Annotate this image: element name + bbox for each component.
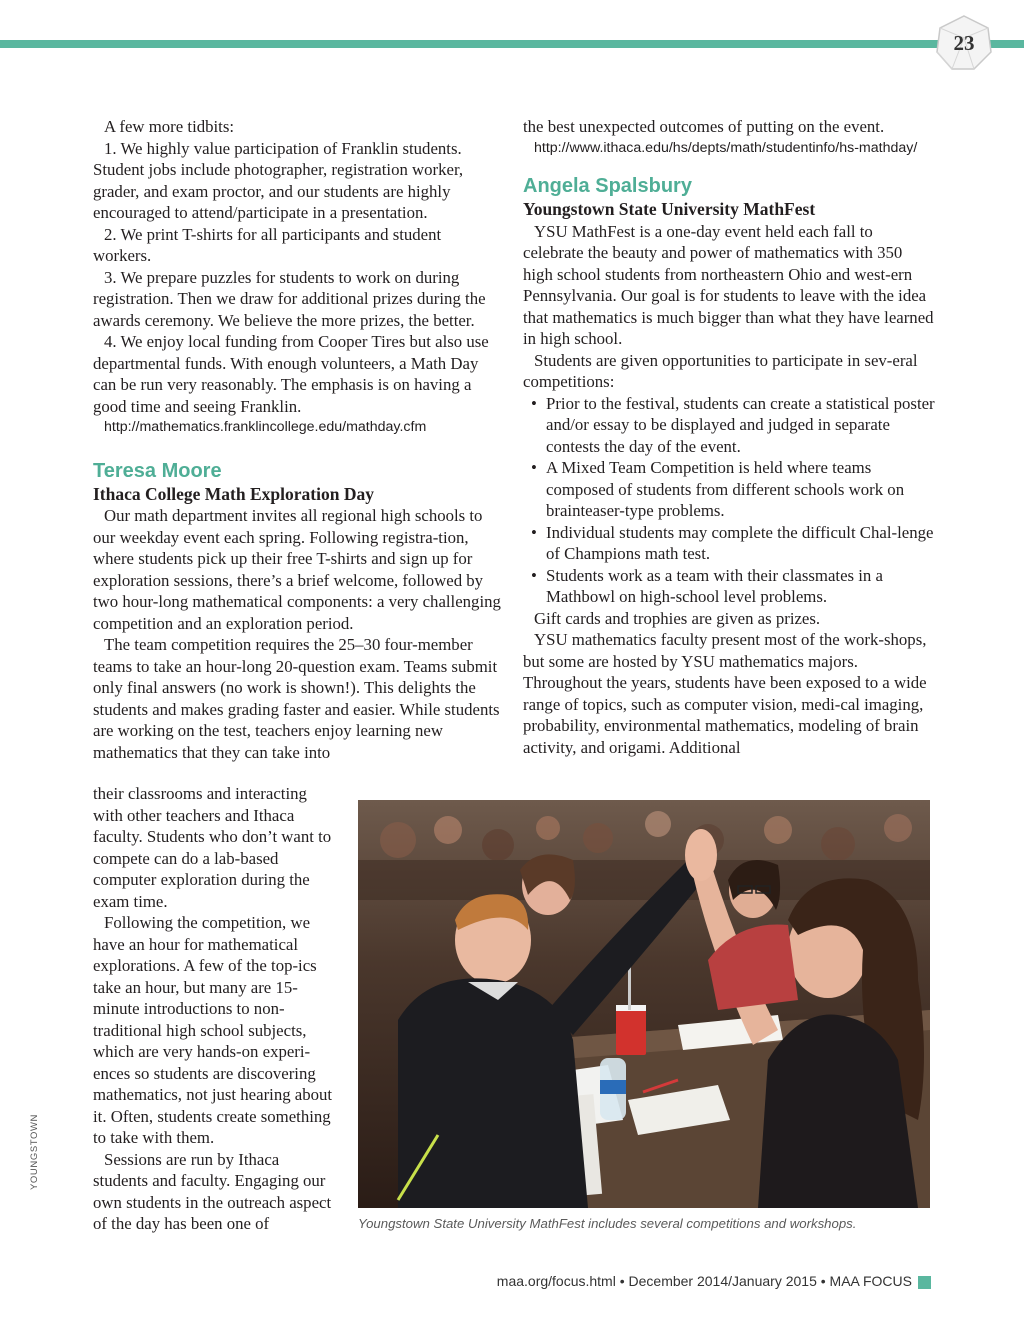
footer-square-icon <box>918 1276 931 1289</box>
franklin-url-link[interactable]: http://mathematics.franklincollege.edu/mathday.cfm <box>104 419 427 435</box>
body-paragraph: YSU MathFest is a one-day event held each fall to celebrate the beauty and power of mathematics with 350 high school students from northeastern Ohio and west-ern Pennsylvania. Our goal is for students to leave with the idea that mathematics is much bigger than what they have learned in high school. <box>523 221 934 348</box>
mathfest-photo <box>358 800 930 1208</box>
body-paragraph: The team competition requires the 25–30 four-member teams to take an hour-long 20-question exam. Teams submit only final answers (no work is shown!). This delights the students and makes grading faster and easier. While students are working on the test, teachers enjoy learning new mathematics that they can take into <box>93 635 500 762</box>
tidbits-intro: A few more tidbits: <box>104 117 235 136</box>
list-item: • Prior to the festival, students can create a statistical poster and/or essay to be displayed and judged in separate contests the day of the event. <box>523 393 935 458</box>
tidbit-item: 2. We print T-shirts for all participants and student workers. <box>93 224 442 265</box>
author-heading: Teresa Moore <box>93 459 222 482</box>
left-column-narrow <box>93 783 333 1235</box>
event-title: Ithaca College Math Exploration Day <box>93 483 374 504</box>
students-high-five-image <box>358 800 930 1208</box>
body-paragraph: Following the competition, we have an hour for mathematical explorations. A few of the top-ics take an hour, but many are 15-minute introductions to non-traditional high school subjects, which are very hands-on experi-ences so students are discovering mathematics, not just hearing about it. Often, students create something to take with them. <box>93 913 333 1147</box>
list-item: • Students work as a team with their classmates in a Mathbowl on high-school level problems. <box>523 565 935 608</box>
page-number-badge <box>934 14 994 72</box>
list-item: • A Mixed Team Competition is held where teams composed of students from different schools work on brainteaser-type problems. <box>523 457 935 522</box>
page-number: 23 <box>953 31 975 55</box>
competition-list <box>523 393 935 608</box>
body-paragraph: Our math department invites all regional high schools to our weekday event each spring. Following registra-tion, where students pick up their free T-shirts and sign up for exploration sessions, there’s a brief welcome, followed by two hour-long mathematical components: a very challenging competition and an exploration period. <box>93 506 501 633</box>
body-paragraph: their classrooms and interacting with other teachers and Ithaca faculty. Students who don’t want to compete can do a lab-based computer exploration during the exam time. <box>93 784 332 911</box>
ithaca-url-link[interactable]: http://www.ithaca.edu/hs/depts/math/studentinfo/hs-mathday/ <box>534 139 918 156</box>
body-paragraph: the best unexpected outcomes of putting on the event. <box>523 117 885 136</box>
tidbit-item: 4. We enjoy local funding from Cooper Tires but also use departmental funds. With enough volunteers, a Math Day can be run very reasonably. The emphasis is on having a good time and seeing Franklin. <box>93 332 489 416</box>
body-paragraph: Gift cards and trophies are given as prizes. <box>534 608 821 628</box>
event-title: Youngstown State University MathFest <box>523 199 816 219</box>
page-footer: maa.org/focus.html • December 2014/January 2015 • MAA FOCUS <box>496 1273 912 1289</box>
photo-caption: Youngstown State University MathFest includes several competitions and workshops. <box>358 1216 857 1231</box>
tidbit-item: 3. We prepare puzzles for students to work on during registration. Then we draw for additional prizes during the awards ceremony. We believe the more prizes, the better. <box>93 267 486 330</box>
list-item: • Individual students may complete the difficult Chal-lenge of Champions math test. <box>523 522 935 565</box>
tidbit-item: 1. We highly value participation of Franklin students. Student jobs include photographer, registration worker, grader, and exam proctor, and our students are highly encouraged to attend/participate in a presentation. <box>93 138 464 222</box>
body-paragraph: YSU mathematics faculty present most of the work-shops, but some are hosted by YSU mathematics majors. Throughout the years, students have been exposed to a wide range of topics, such as computer vision, medi-cal imaging, probability, environmental mathematics, modeling of brain activity, and origami. Additional <box>523 630 927 757</box>
right-column <box>523 116 935 758</box>
body-paragraph: Students are given opportunities to participate in sev-eral competitions: <box>523 350 918 391</box>
body-paragraph: Sessions are run by Ithaca students and faculty. Engaging our own students in the outreach aspect of the day has been one of <box>93 1149 332 1233</box>
author-heading: Angela Spalsbury <box>523 175 692 197</box>
left-column <box>93 116 503 763</box>
top-accent-bar <box>0 40 1024 48</box>
photo-credit: YOUNGSTOWN <box>29 1113 40 1190</box>
